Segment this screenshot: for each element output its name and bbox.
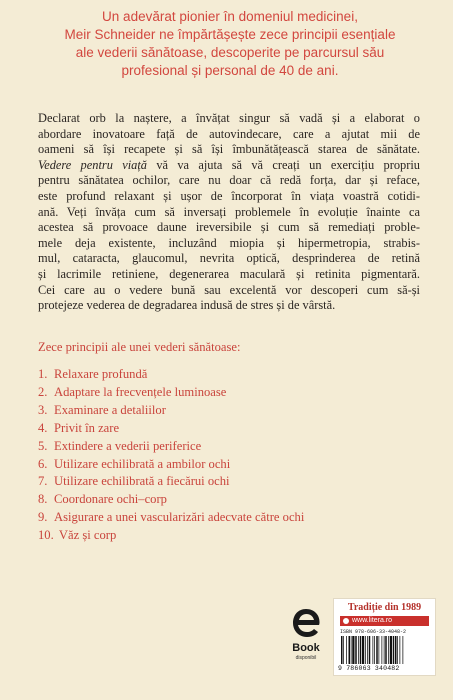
description-paragraph — [38, 111, 420, 314]
list-item-label: Examinare a detaliilor — [54, 402, 166, 417]
publisher-website — [340, 616, 429, 626]
barcode-bar — [385, 636, 387, 664]
list-item-label: Văz și corp — [58, 528, 117, 543]
description-line: pentru sănătatea ochilor, care nu doar că redă forța, dar și reface, — [38, 173, 420, 188]
description-line — [38, 158, 420, 174]
principles-heading: Zece principii ale unei vederi sănătoase: — [38, 340, 241, 354]
list-item — [38, 491, 304, 509]
barcode-bar — [365, 636, 366, 664]
list-item-label: Relaxare profundă — [54, 367, 148, 381]
barcode-bar — [355, 636, 357, 664]
list-item — [38, 456, 304, 474]
list-item — [38, 527, 304, 545]
barcode-number: 9 786063 340482 — [338, 665, 400, 672]
list-item — [38, 384, 304, 402]
barcode-bar — [397, 636, 398, 664]
barcode-bar — [400, 636, 401, 664]
barcode-bar — [374, 636, 375, 664]
intro-line: ale vederii sănătoase, descoperite pe parcursul său — [75, 45, 385, 60]
barcode-bar — [393, 636, 395, 664]
barcode-bar — [343, 636, 344, 664]
isbn-text: ISBN 978-606-33-4048-2 — [340, 629, 407, 635]
barcode-bar — [362, 636, 364, 664]
barcode-bar — [384, 636, 385, 664]
barcode-bar — [349, 636, 351, 664]
list-item — [38, 438, 304, 456]
barcode-bar — [341, 636, 343, 664]
list-item-label: Extindere a vederii periferice — [54, 438, 202, 453]
intro-line: Un adevărat pionier în domeniul medicinei, — [102, 9, 358, 24]
description-line: oameni să își recapete și să își îmbunătățească starea de sănătate. — [38, 142, 420, 157]
list-item — [38, 473, 304, 491]
barcode-bar — [367, 636, 368, 664]
description-line: Declarat orb la naștere, a învățat singur să vadă și a elaborat o — [38, 111, 420, 125]
principles-list — [38, 366, 304, 545]
list-item-number: 3. — [38, 402, 48, 417]
barcode-bar — [346, 636, 347, 664]
barcode-bar — [376, 636, 378, 664]
list-item — [38, 366, 304, 384]
book-title: Vedere pentru viață — [38, 157, 147, 172]
list-item-number: 2. — [38, 384, 48, 399]
list-item-number: 5. — [38, 438, 48, 453]
barcode-icon — [340, 636, 431, 664]
intro-line: profesional și personal de 40 de ani. — [121, 63, 339, 78]
list-item-label: Adaptare la frecvențele luminoase — [54, 384, 227, 399]
barcode-bar — [369, 636, 371, 664]
list-item-label: Utilizare echilibrată a ambilor ochi — [54, 456, 231, 471]
description-line: abordare inovatoare față de autovindecare, care a ajutat mii de — [38, 126, 420, 141]
barcode-bar — [351, 636, 352, 664]
list-item-number: 10. — [38, 528, 54, 543]
list-item — [38, 509, 304, 527]
barcode-bar — [352, 636, 354, 664]
barcode-bar — [358, 636, 359, 664]
description-line: mele deja existente, incluzând miopia și hipermetropia, strabis- — [38, 235, 420, 250]
intro-line: Meir Schneider ne împărtășește zece principii esențiale — [64, 27, 396, 42]
web-icon — [343, 618, 349, 624]
publisher-website-text: www.litera.ro — [352, 617, 393, 624]
description-line-rest: vă va ajuta să vă creați un exercițiu propriu — [156, 157, 420, 172]
barcode-bar — [388, 636, 389, 664]
ebook-icon — [290, 606, 322, 642]
publisher-tradition: Tradiție din 1989 — [347, 602, 422, 613]
barcode-bar — [379, 636, 380, 664]
description-line: acestea să provoace daune ireversibile și cum să remediați proble- — [38, 220, 420, 235]
barcode-bar — [382, 636, 383, 664]
list-item-label: Privit în zare — [54, 420, 120, 435]
list-item-label: Coordonare ochi–corp — [54, 492, 167, 507]
description-line: ană. Veți învăța cum să inversați problemele în evoluție înainte ca — [38, 204, 420, 219]
publisher-barcode-box — [333, 598, 436, 676]
list-item-number: 7. — [38, 474, 48, 489]
list-item-label: Asigurare a unei vascularizări adecvate către ochi — [54, 510, 305, 525]
barcode-bar — [373, 636, 374, 664]
ebook-badge — [285, 606, 327, 676]
list-item-number: 8. — [38, 492, 48, 507]
barcode-bar — [360, 636, 362, 664]
barcode-bar — [403, 636, 404, 664]
ebook-availability: disponibil — [295, 655, 317, 661]
list-item — [38, 420, 304, 438]
list-item-number: 1. — [38, 367, 48, 381]
description-line: și lacrimile retiniene, degenerarea maculară și retinita pigmentară. — [38, 266, 420, 281]
list-item-number: 6. — [38, 456, 48, 471]
ebook-label: Book — [292, 642, 320, 654]
description-line: protejeze vederea de degradarea indusă de stres și de vârstă. — [38, 298, 336, 313]
list-item-number: 9. — [38, 510, 48, 525]
barcode-bar — [390, 636, 392, 664]
list-item-label: Utilizare echilibrată a fiecărui ochi — [54, 474, 230, 489]
list-item-number: 4. — [38, 420, 48, 435]
description-line: Cei care au o vedere bună sau excelentă vor descoperi cum să-și — [38, 282, 420, 297]
barcode-bar — [395, 636, 397, 664]
list-item — [38, 402, 304, 420]
description-line: mul, cataracta, glaucomul, nevrita optică, desprinderea de retină — [38, 251, 420, 266]
description-line: este profund relaxant și ușor de încorporat în viața voastră cotidi- — [38, 188, 420, 203]
intro-blurb — [30, 8, 430, 80]
